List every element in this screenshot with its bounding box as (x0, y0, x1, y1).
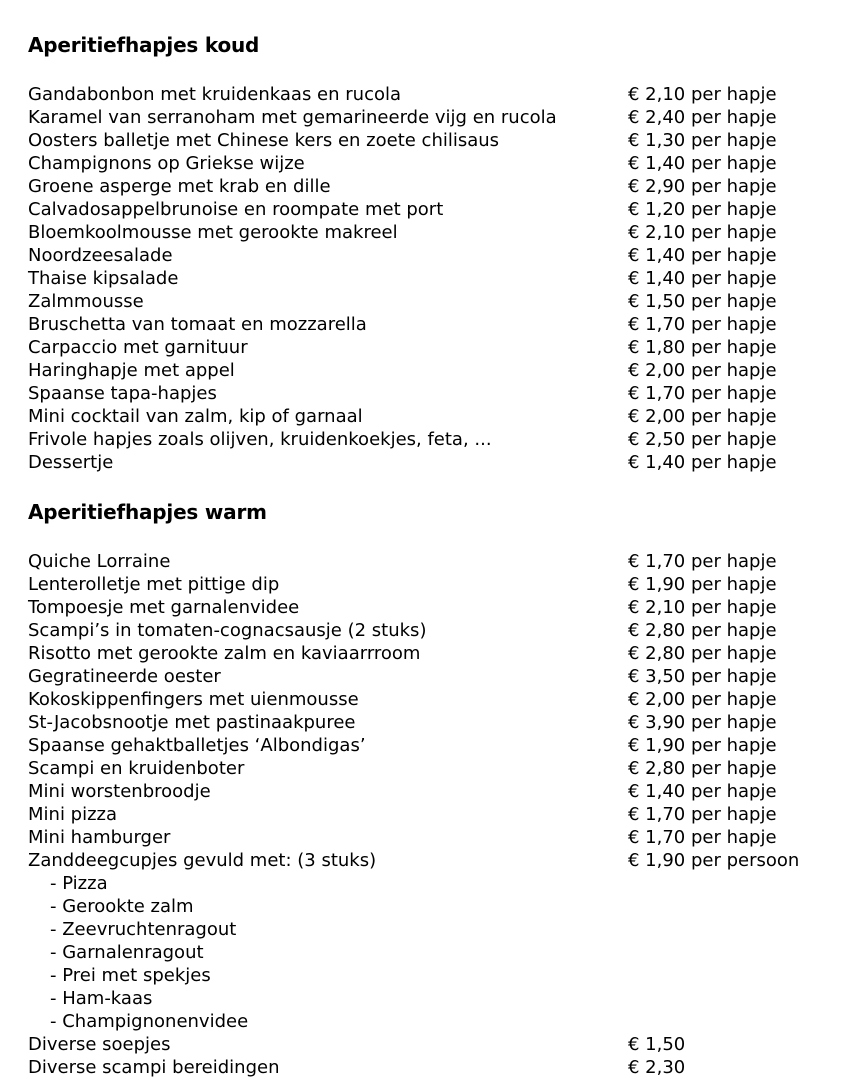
item-name: Zalmmousse (28, 291, 144, 312)
item-price: € 1,70 per hapje (628, 804, 777, 825)
menu-item (28, 290, 828, 313)
item-name: Groene asperge met krab en dille (28, 176, 331, 197)
section-title: Aperitiefhapjes warm (28, 500, 267, 524)
item-price: € 1,70 per hapje (628, 383, 777, 404)
item-name: Mini worstenbroodje (28, 781, 211, 802)
item-price: € 1,50 (628, 1034, 686, 1055)
item-name: Bloemkoolmousse met gerookte makreel (28, 222, 398, 243)
item-name: Champignons op Griekse wijze (28, 153, 305, 174)
menu-item (28, 803, 828, 826)
subitem-name: - Champignonenvidee (50, 1011, 249, 1032)
item-price: € 2,10 per hapje (628, 84, 777, 105)
item-name: Quiche Lorraine (28, 551, 171, 572)
item-price: € 1,40 per hapje (628, 153, 777, 174)
item-name: Dessertje (28, 452, 114, 473)
item-price: € 2,10 per hapje (628, 222, 777, 243)
item-name: Oosters balletje met Chinese kers en zoete chilisaus (28, 130, 500, 151)
section-warm-appetizers (28, 497, 828, 1079)
menu-subitem (28, 964, 828, 987)
menu-item (28, 336, 828, 359)
menu-item (28, 596, 828, 619)
menu-item (28, 849, 828, 872)
item-price: € 2,50 per hapje (628, 429, 777, 450)
menu-list (28, 83, 828, 474)
subitem-name: - Garnalenragout (50, 942, 204, 963)
item-price: € 2,80 per hapje (628, 643, 777, 664)
menu-item (28, 359, 828, 382)
item-price: € 2,00 per hapje (628, 360, 777, 381)
menu-item (28, 83, 828, 106)
item-name: Scampi’s in tomaten-cognacsausje (2 stuks) (28, 620, 427, 641)
menu-item (28, 198, 828, 221)
item-name: Noordzeesalade (28, 245, 173, 266)
item-price: € 1,70 per hapje (628, 551, 777, 572)
subitem-name: - Zeevruchtenragout (50, 919, 237, 940)
menu-item (28, 175, 828, 198)
item-price: € 2,80 per hapje (628, 758, 777, 779)
item-price: € 1,40 per hapje (628, 245, 777, 266)
item-name: Frivole hapjes zoals olijven, kruidenkoekjes, feta, ... (28, 429, 492, 450)
menu-item (28, 267, 828, 290)
item-price: € 2,00 per hapje (628, 406, 777, 427)
menu-subitem (28, 987, 828, 1010)
section-title: Aperitiefhapjes koud (28, 33, 260, 57)
menu-item (28, 313, 828, 336)
menu-document (28, 30, 828, 1079)
item-price: € 2,00 per hapje (628, 689, 777, 710)
menu-list (28, 550, 828, 1079)
section-cold-appetizers (28, 30, 828, 474)
item-name: Gegratineerde oester (28, 666, 221, 687)
menu-item (28, 780, 828, 803)
item-price: € 1,40 per hapje (628, 268, 777, 289)
item-name: Haringhapje met appel (28, 360, 235, 381)
menu-item (28, 619, 828, 642)
item-name: Gandabonbon met kruidenkaas en rucola (28, 84, 402, 105)
item-price: € 1,90 per hapje (628, 574, 777, 595)
item-price: € 1,80 per hapje (628, 337, 777, 358)
item-name: Carpaccio met garnituur (28, 337, 248, 358)
item-price: € 1,70 per hapje (628, 827, 777, 848)
item-price: € 3,90 per hapje (628, 712, 777, 733)
menu-item (28, 688, 828, 711)
menu-item (28, 428, 828, 451)
menu-item (28, 382, 828, 405)
item-name: Diverse soepjes (28, 1034, 171, 1055)
item-name: Mini hamburger (28, 827, 171, 848)
menu-item (28, 221, 828, 244)
item-name: Lenterolletje met pittige dip (28, 574, 280, 595)
menu-item (28, 734, 828, 757)
menu-item (28, 244, 828, 267)
subitem-name: - Prei met spekjes (50, 965, 211, 986)
item-price: € 1,40 per hapje (628, 781, 777, 802)
item-name: Zanddeegcupjes gevuld met: (3 stuks) (28, 850, 377, 871)
item-price: € 2,30 (628, 1057, 686, 1078)
item-name: Calvadosappelbrunoise en roompate met port (28, 199, 444, 220)
subitem-name: - Gerookte zalm (50, 896, 194, 917)
menu-item (28, 152, 828, 175)
item-price: € 1,30 per hapje (628, 130, 777, 151)
menu-subitem (28, 895, 828, 918)
menu-subitem (28, 941, 828, 964)
item-price: € 2,90 per hapje (628, 176, 777, 197)
item-price: € 1,20 per hapje (628, 199, 777, 220)
item-price: € 2,10 per hapje (628, 597, 777, 618)
item-name: Scampi en kruidenboter (28, 758, 245, 779)
item-name: Mini cocktail van zalm, kip of garnaal (28, 406, 363, 427)
item-price: € 2,80 per hapje (628, 620, 777, 641)
item-price: € 3,50 per hapje (628, 666, 777, 687)
menu-item (28, 1033, 828, 1056)
menu-item (28, 665, 828, 688)
item-price: € 1,50 per hapje (628, 291, 777, 312)
menu-item (28, 550, 828, 573)
item-price: € 1,90 per hapje (628, 735, 777, 756)
item-price: € 1,90 per persoon (628, 850, 800, 871)
menu-subitem (28, 918, 828, 941)
menu-item (28, 129, 828, 152)
item-name: Mini pizza (28, 804, 118, 825)
menu-subitem (28, 872, 828, 895)
subitem-name: - Pizza (50, 873, 108, 894)
item-name: Tompoesje met garnalenvidee (28, 597, 300, 618)
menu-item (28, 826, 828, 849)
menu-item (28, 106, 828, 129)
item-name: Spaanse gehaktballetjes ‘Albondigas’ (28, 735, 366, 756)
item-price: € 2,40 per hapje (628, 107, 777, 128)
item-name: Karamel van serranoham met gemarineerde vijg en rucola (28, 107, 557, 128)
item-name: St-Jacobsnootje met pastinaakpuree (28, 712, 356, 733)
item-name: Diverse scampi bereidingen (28, 1057, 280, 1078)
menu-item (28, 642, 828, 665)
item-name: Risotto met gerookte zalm en kaviaarrroom (28, 643, 421, 664)
menu-item (28, 1056, 828, 1079)
item-name: Thaise kipsalade (28, 268, 179, 289)
menu-subitem (28, 1010, 828, 1033)
menu-item (28, 451, 828, 474)
menu-item (28, 757, 828, 780)
menu-item (28, 573, 828, 596)
item-name: Spaanse tapa-hapjes (28, 383, 217, 404)
item-price: € 1,40 per hapje (628, 452, 777, 473)
item-price: € 1,70 per hapje (628, 314, 777, 335)
subitem-name: - Ham-kaas (50, 988, 153, 1009)
item-name: Bruschetta van tomaat en mozzarella (28, 314, 367, 335)
item-name: Kokoskippenfingers met uienmousse (28, 689, 359, 710)
menu-item (28, 711, 828, 734)
menu-item (28, 405, 828, 428)
